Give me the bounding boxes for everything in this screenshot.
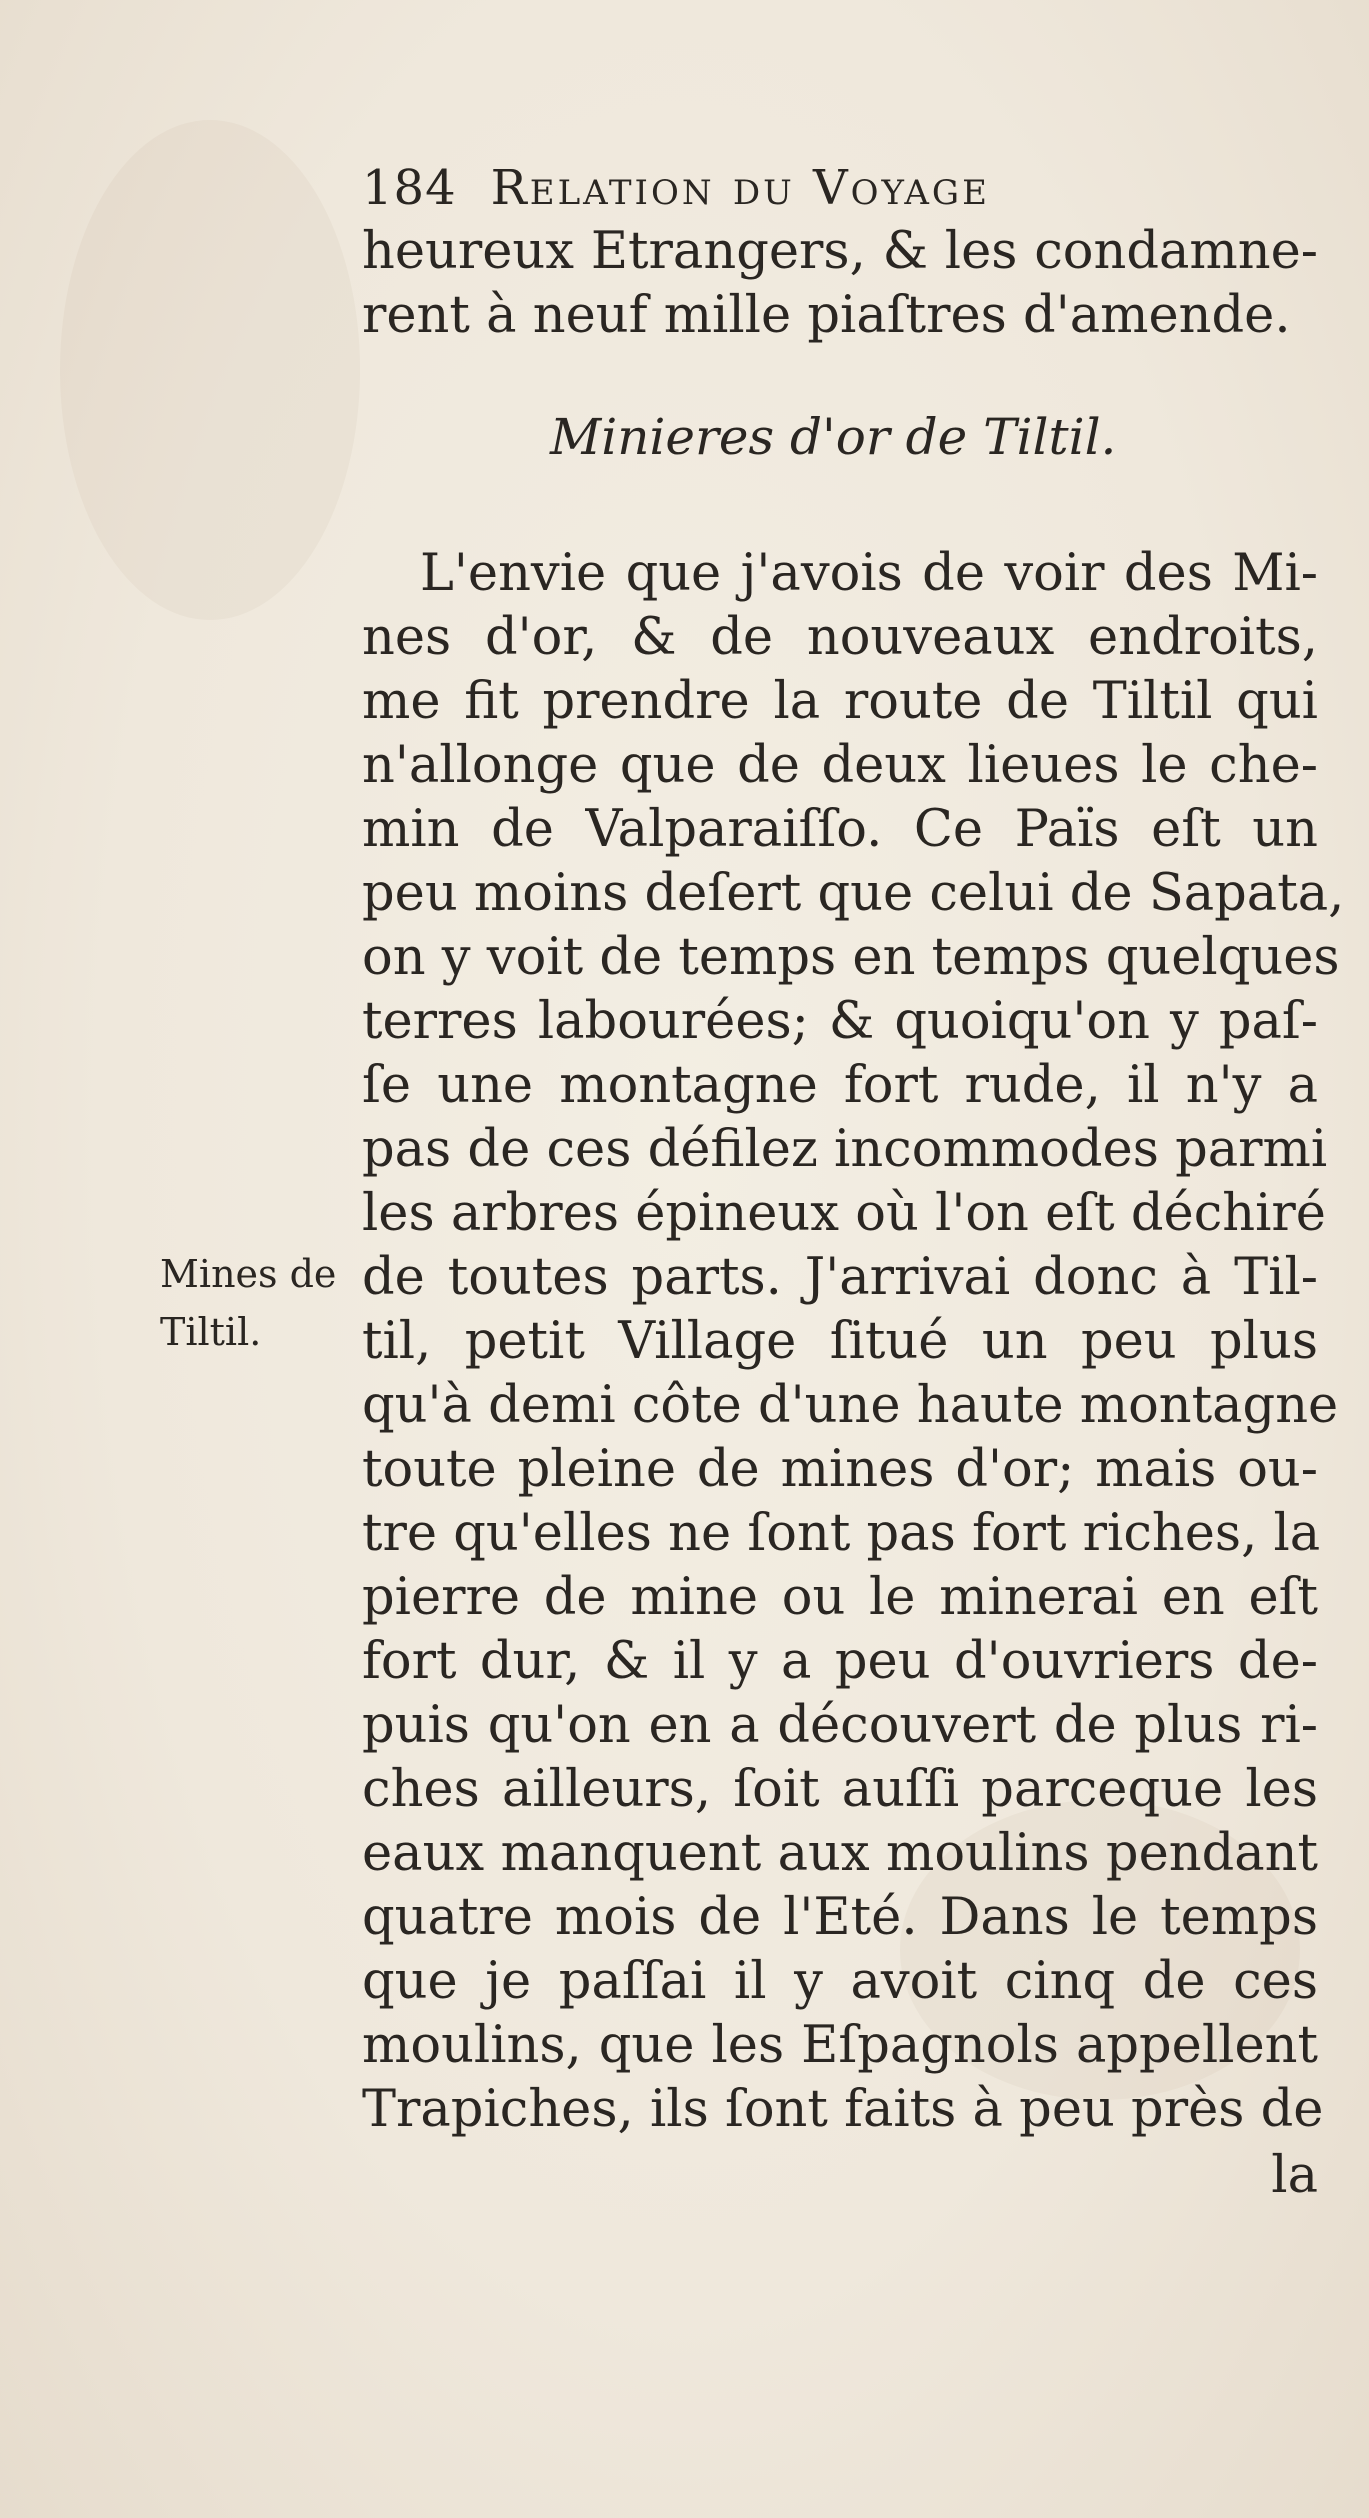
text-line: n'allonge que de deux lieues le che- — [362, 736, 1318, 795]
text-line: quatre mois de l'Eté. Dans le temps — [362, 1888, 1318, 1947]
text-line: nes d'or, & de nouveaux endroits, — [362, 608, 1318, 667]
text-line: me fit prendre la route de Tiltil qui — [362, 672, 1318, 731]
text-line: pierre de mine ou le minerai en eſt — [362, 1568, 1318, 1627]
text-line: moulins, que les Eſpagnols appellent — [362, 2016, 1318, 2075]
text-line: ſe une montagne fort rude, il n'y a — [362, 1056, 1318, 1115]
running-header — [362, 160, 1322, 216]
running-title: Relation du Voyage — [490, 160, 990, 216]
text-line: Trapiches, ils ſont faits à peu près de — [362, 2080, 1324, 2139]
text-line: terres labourées; & quoiqu'on y paſ- — [362, 992, 1318, 1051]
section-title: Minieres d'or de Tiltil. — [550, 408, 1117, 466]
text-line: min de Valparaiſſo. Ce Païs eſt un — [362, 800, 1318, 859]
text-line: de toutes parts. J'arrivai donc à Til- — [362, 1248, 1318, 1307]
text-line: ches ailleurs, ſoit auſſi parceque les — [362, 1760, 1318, 1819]
text-line: on y voit de temps en temps quelques — [362, 928, 1340, 987]
text-line: til, petit Village ſitué un peu plus — [362, 1312, 1318, 1371]
text-line: toute pleine de mines d'or; mais ou- — [362, 1440, 1318, 1499]
text-line: eaux manquent aux moulins pendant — [362, 1824, 1318, 1883]
text-line: L'envie que j'avois de voir des Mi- — [420, 544, 1318, 603]
paper-stain — [60, 120, 360, 620]
text-line: les arbres épineux où l'on eſt déchiré — [362, 1184, 1326, 1243]
text-line: puis qu'on en a découvert de plus ri- — [362, 1696, 1318, 1755]
text-line: rent à neuf mille piaſtres d'amende. — [362, 286, 1291, 345]
text-line: qu'à demi côte d'une haute montagne — [362, 1376, 1339, 1435]
text-line: heureux Etrangers, & les condamne- — [362, 222, 1318, 281]
catchword: la — [1271, 2146, 1318, 2205]
text-line: pas de ces défilez incommodes parmi — [362, 1120, 1328, 1179]
page-number: 184 — [362, 160, 457, 216]
text-line: peu moins deſert que celui de Sapata, — [362, 864, 1345, 923]
margin-note-line: Mines de — [160, 1252, 337, 1296]
text-line: fort dur, & il y a peu d'ouvriers de- — [362, 1632, 1318, 1691]
text-line: que je paſſai il y avoit cinq de ces — [362, 1952, 1318, 2011]
margin-note-line: Tiltil. — [160, 1310, 262, 1354]
text-line: tre qu'elles ne ſont pas fort riches, la — [362, 1504, 1321, 1563]
